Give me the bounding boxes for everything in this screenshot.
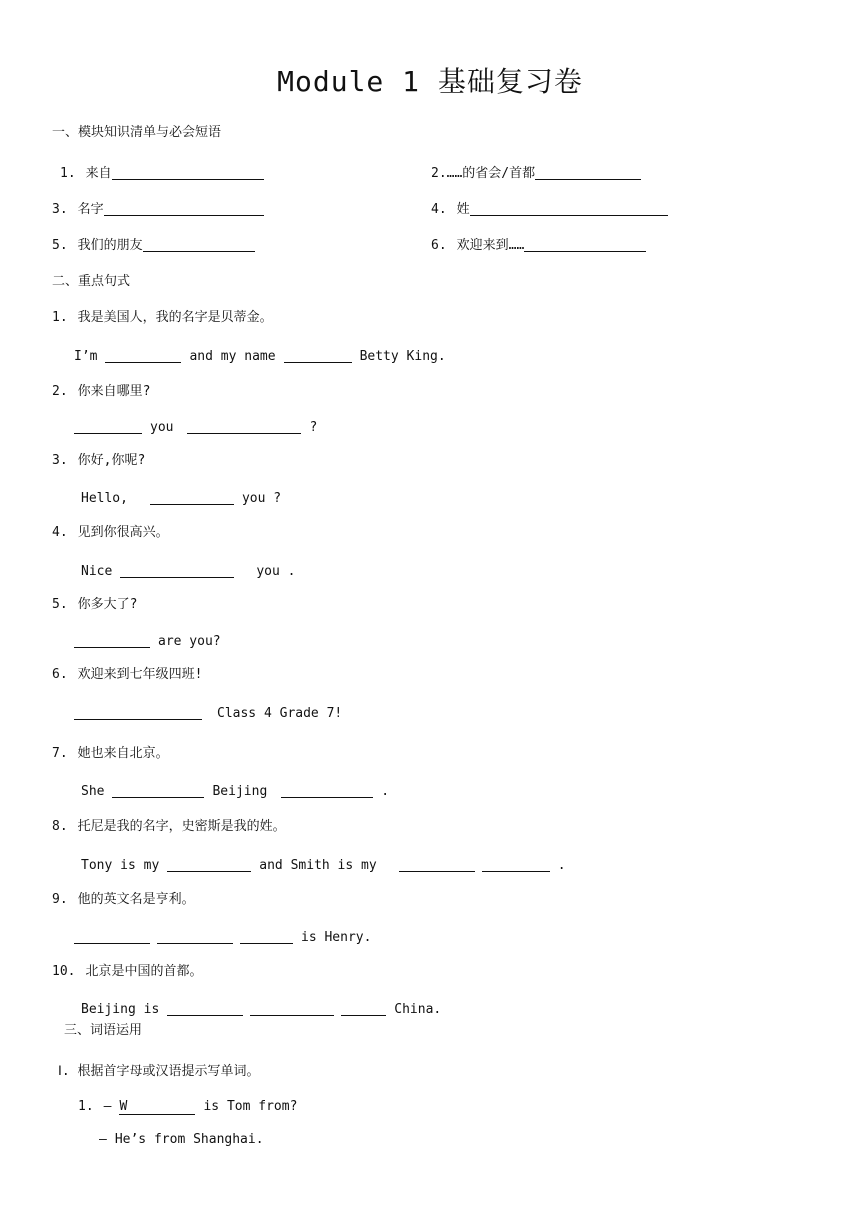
section3-part1-heading: Ⅰ. 根据首字母或汉语提示写单词。 — [58, 1064, 260, 1079]
question-7-prompt: 7. 她也来自北京。 — [52, 746, 169, 761]
answer-blank[interactable] — [112, 165, 264, 180]
answer-blank[interactable] — [150, 490, 234, 505]
answer-blank[interactable] — [74, 705, 202, 720]
vocab-item-1 — [60, 165, 264, 183]
question-1-sentence: I’m and my name Betty King. — [74, 349, 446, 364]
answer-blank[interactable] — [167, 857, 251, 872]
vocab-item-num: 5. — [52, 238, 68, 253]
answer-blank[interactable] — [105, 348, 181, 363]
answer-blank[interactable] — [187, 419, 301, 434]
answer-blank[interactable] — [281, 783, 373, 798]
answer-blank[interactable] — [524, 237, 646, 252]
question-10-prompt: 10. 北京是中国的首都。 — [52, 964, 203, 979]
section2-heading: 二、重点句式 — [52, 274, 131, 289]
vocab-item-4 — [431, 201, 668, 219]
answer-blank[interactable] — [284, 348, 352, 363]
question-1-prompt: 1. 我是美国人，我的名字是贝蒂金。 — [52, 310, 273, 325]
vocab-item-num: 1. — [60, 166, 76, 181]
question-8-prompt: 8. 托尼是我的名字，史密斯是我的姓。 — [52, 819, 286, 834]
section1-heading: 一、模块知识清单与必会短语 — [52, 125, 222, 140]
vocab-item-text: 我们的朋友 — [77, 238, 143, 253]
section3-heading: 三、词语运用 — [64, 1023, 143, 1038]
page-title: Module 1 基础复习卷 — [277, 65, 583, 98]
answer-blank[interactable] — [120, 563, 234, 578]
answer-blank[interactable] — [470, 201, 668, 216]
vocab-item-3 — [52, 201, 264, 219]
question-7-sentence: She Beijing . — [81, 784, 390, 799]
question-2-prompt: 2. 你来自哪里? — [52, 384, 151, 399]
vocab-item-text: ……的省会/首都 — [446, 166, 536, 181]
question-4-prompt: 4. 见到你很高兴。 — [52, 525, 169, 540]
vocab-item-2 — [431, 165, 641, 183]
question-2-sentence: you ? — [74, 419, 317, 437]
answer-blank[interactable] — [240, 929, 293, 944]
answer-blank[interactable] — [143, 237, 255, 252]
answer-blank[interactable] — [74, 419, 142, 434]
question-3-sentence: Hello, you ? — [81, 491, 282, 506]
section3-question-1: 1. — W is Tom from? — [78, 1099, 298, 1114]
vocab-item-5 — [52, 237, 255, 255]
question-6-sentence: Class 4 Grade 7! — [74, 705, 342, 723]
answer-blank[interactable] — [157, 929, 233, 944]
answer-blank[interactable] — [112, 783, 204, 798]
vocab-item-num: 2. — [431, 166, 447, 181]
question-3-prompt: 3. 你好,你呢? — [52, 453, 146, 468]
answer-blank[interactable] — [535, 165, 641, 180]
vocab-item-num: 4. — [431, 202, 447, 217]
vocab-item-num: 6. — [431, 238, 447, 253]
question-8-sentence: Tony is my and Smith is my . — [81, 858, 566, 873]
vocab-item-text: 姓 — [456, 202, 470, 217]
answer-blank[interactable]: W — [119, 1100, 195, 1115]
answer-blank[interactable] — [482, 857, 550, 872]
answer-blank[interactable] — [399, 857, 475, 872]
answer-blank[interactable] — [74, 929, 150, 944]
vocab-item-6 — [431, 237, 646, 255]
question-10-sentence: Beijing is China. — [81, 1002, 442, 1017]
vocab-item-text: 名字 — [77, 202, 104, 217]
question-4-sentence: Nice you . — [81, 564, 296, 579]
question-5-prompt: 5. 你多大了? — [52, 597, 138, 612]
answer-blank[interactable] — [250, 1001, 334, 1016]
answer-blank[interactable] — [167, 1001, 243, 1016]
question-5-sentence: are you? — [74, 633, 221, 651]
vocab-item-text: 来自 — [85, 166, 112, 181]
vocab-item-num: 3. — [52, 202, 68, 217]
answer-blank[interactable] — [74, 633, 150, 648]
section3-question-1-answer: — He’s from Shanghai. — [99, 1132, 264, 1147]
answer-blank[interactable] — [104, 201, 264, 216]
vocab-item-text: 欢迎来到…… — [456, 238, 525, 253]
question-9-sentence: is Henry. — [74, 929, 371, 947]
question-9-prompt: 9. 他的英文名是亨利。 — [52, 892, 195, 907]
question-6-prompt: 6. 欢迎来到七年级四班! — [52, 667, 203, 682]
answer-blank[interactable] — [341, 1001, 386, 1016]
